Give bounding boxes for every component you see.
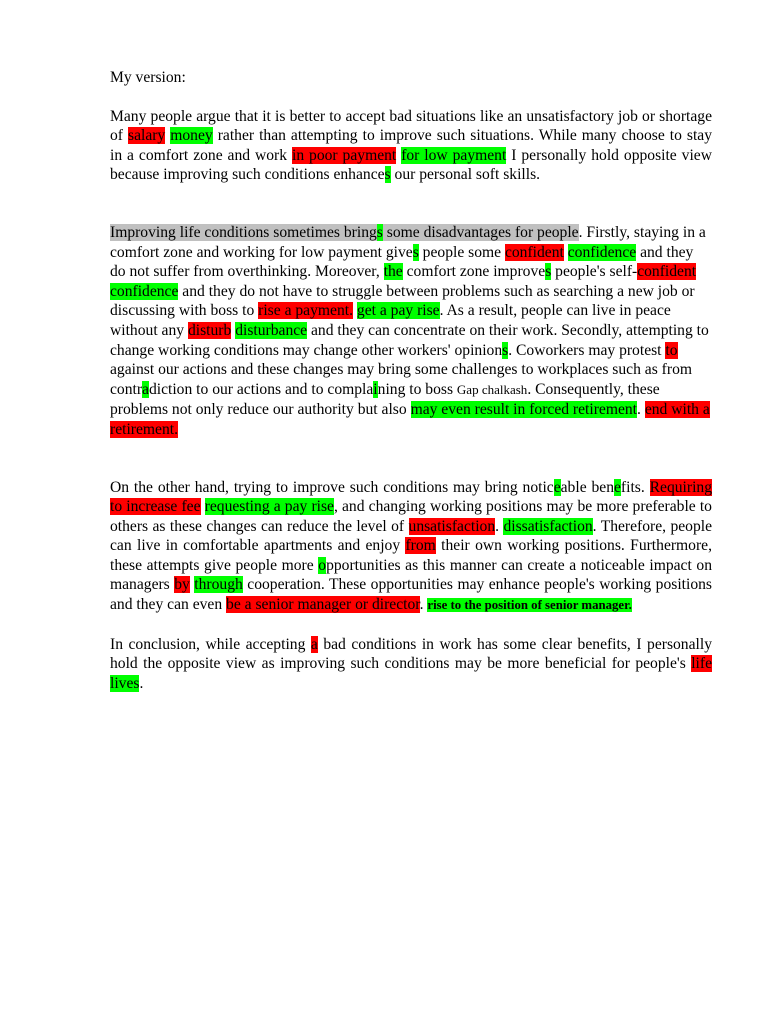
text-run: . Firstly, staying in a comfort zone and working for low payment give: [110, 223, 706, 261]
text-run: against our actions and these changes may bring some challenges to workplaces such as from contr: [110, 361, 692, 398]
deleted-text-highlight: a: [310, 635, 318, 653]
text-run: cooperation. These opportunities may enhance people's working positions and they can even: [110, 576, 712, 614]
deleted-text-highlight: life: [691, 655, 712, 673]
text-run: , and changing working positions may be more preferable to others as these changes can reduce the level of: [110, 498, 712, 535]
inserted-text-highlight: lives: [110, 674, 140, 692]
paragraph-spacer: [110, 440, 712, 478]
text-run: diction to our actions and to compla: [148, 380, 374, 398]
deleted-text-highlight: confident: [637, 263, 697, 281]
inserted-text-highlight: e: [553, 478, 561, 496]
text-run: ning to boss: [377, 380, 457, 398]
inserted-text-highlight: e: [614, 478, 621, 496]
deleted-text-highlight: to: [665, 341, 678, 359]
inserted-text-highlight: rise to the position of senior manager.: [427, 598, 632, 613]
inserted-text-highlight: dissatisfaction: [503, 517, 593, 535]
inserted-text-highlight: o: [318, 556, 327, 574]
text-run: and they do not suffer from overthinking. Moreover,: [110, 243, 694, 281]
text-run: . As a result, people can live in peace without any: [110, 302, 671, 339]
inserted-text-highlight: i: [373, 380, 378, 398]
inserted-text-highlight: some disadvantages for people: [382, 223, 579, 241]
text-run: Many people argue that it is better to accept bad situations like an unsatisfactory job or shortage of: [110, 107, 712, 145]
deleted-text-highlight: from: [405, 537, 436, 555]
inserted-text-highlight: disturbance: [235, 321, 308, 339]
text-run: fits.: [620, 478, 650, 496]
inserted-text-highlight: s: [376, 223, 383, 241]
inserted-text-highlight: s: [384, 166, 391, 184]
text-run: . Coworkers may protest: [508, 341, 666, 359]
text-run: In conclusion, while accepting: [110, 635, 311, 653]
text-run: . Therefore, people can live in comfortable apartments and enjoy: [110, 517, 713, 555]
text-run: able ben: [560, 478, 614, 496]
inserted-text-highlight: confidence: [110, 282, 179, 300]
paragraph-disadvantages: [110, 223, 712, 440]
text-run: .: [139, 674, 144, 692]
deleted-text-highlight: end with a retirement.: [110, 401, 710, 438]
inserted-text-highlight: s: [545, 263, 552, 281]
essay-document: [110, 68, 712, 693]
paragraph-introduction: [110, 107, 712, 185]
deleted-text-highlight: confident: [504, 243, 564, 261]
text-run: I personally hold opposite view because improving such conditions enhance: [110, 146, 712, 184]
text-run: our personal soft skills.: [390, 166, 541, 184]
deleted-text-highlight: Requiring to increase fee: [110, 478, 712, 516]
deleted-text-highlight: by: [174, 576, 190, 594]
inserted-text-highlight: Improving life conditions sometimes bring: [110, 223, 377, 241]
paragraph-advantages: [110, 478, 712, 616]
text-run: pportunities as this manner can create a noticeable impact on managers: [110, 556, 712, 594]
text-run: people some: [418, 243, 505, 261]
inserted-text-highlight: s: [502, 341, 509, 359]
paragraph-spacer: [110, 185, 712, 223]
text-run: .: [419, 596, 428, 614]
text-run: . Consequently, these problems not only reduce our authority but also: [110, 380, 660, 419]
deleted-text-highlight: be a senior manager or director: [226, 596, 420, 614]
text-run: On the other hand, trying to improve such conditions may bring notic: [110, 478, 554, 496]
text-run: bad conditions in work has some clear benefits, I personally hold the opposite view as improving such conditions may be more beneficial for people's: [110, 635, 712, 673]
text-run: .: [495, 517, 504, 535]
inserted-text-highlight: a: [142, 380, 149, 398]
text-run: .: [637, 401, 645, 419]
paragraph-conclusion: [110, 635, 712, 694]
inserted-text-highlight: through: [194, 576, 243, 594]
inserted-text-highlight: s: [412, 243, 419, 261]
inserted-text-highlight: may even result in forced retirement: [410, 401, 638, 419]
text-run: their own working positions. Furthermore, these attempts give people more: [110, 537, 712, 574]
deleted-text-highlight: disturb: [187, 321, 232, 339]
inserted-text-highlight: the: [383, 263, 403, 281]
text-run: rather than attempting to improve such situations. While many choose to stay in a comfort zone and work: [110, 127, 712, 164]
paragraph-spacer: [110, 616, 712, 635]
text-run: and they can concentrate on their work. Secondly, attempting to change working conditions may change other workers' opinion: [110, 321, 709, 359]
deleted-text-highlight: salary: [128, 127, 166, 145]
deleted-text-highlight: unsatisfaction: [408, 517, 496, 535]
inserted-text-highlight: get a pay rise: [356, 302, 440, 320]
text-run: and they do not have to struggle between problems such as searching a new job or discussing with boss to: [110, 282, 695, 320]
text-run: comfort zone improve: [402, 263, 546, 281]
essay-heading: My version:: [110, 69, 186, 86]
text-run: people's self-: [551, 263, 638, 281]
inserted-text-highlight: for low payment: [401, 146, 507, 164]
inserted-text-highlight: money: [170, 127, 213, 145]
deleted-text-highlight: in poor payment: [291, 146, 397, 164]
inserted-text-highlight: confidence: [567, 243, 637, 261]
note-text: Gap chalkash: [456, 381, 528, 397]
inserted-text-highlight: requesting a pay rise: [204, 498, 334, 516]
deleted-text-highlight: rise a payment.: [258, 302, 353, 320]
